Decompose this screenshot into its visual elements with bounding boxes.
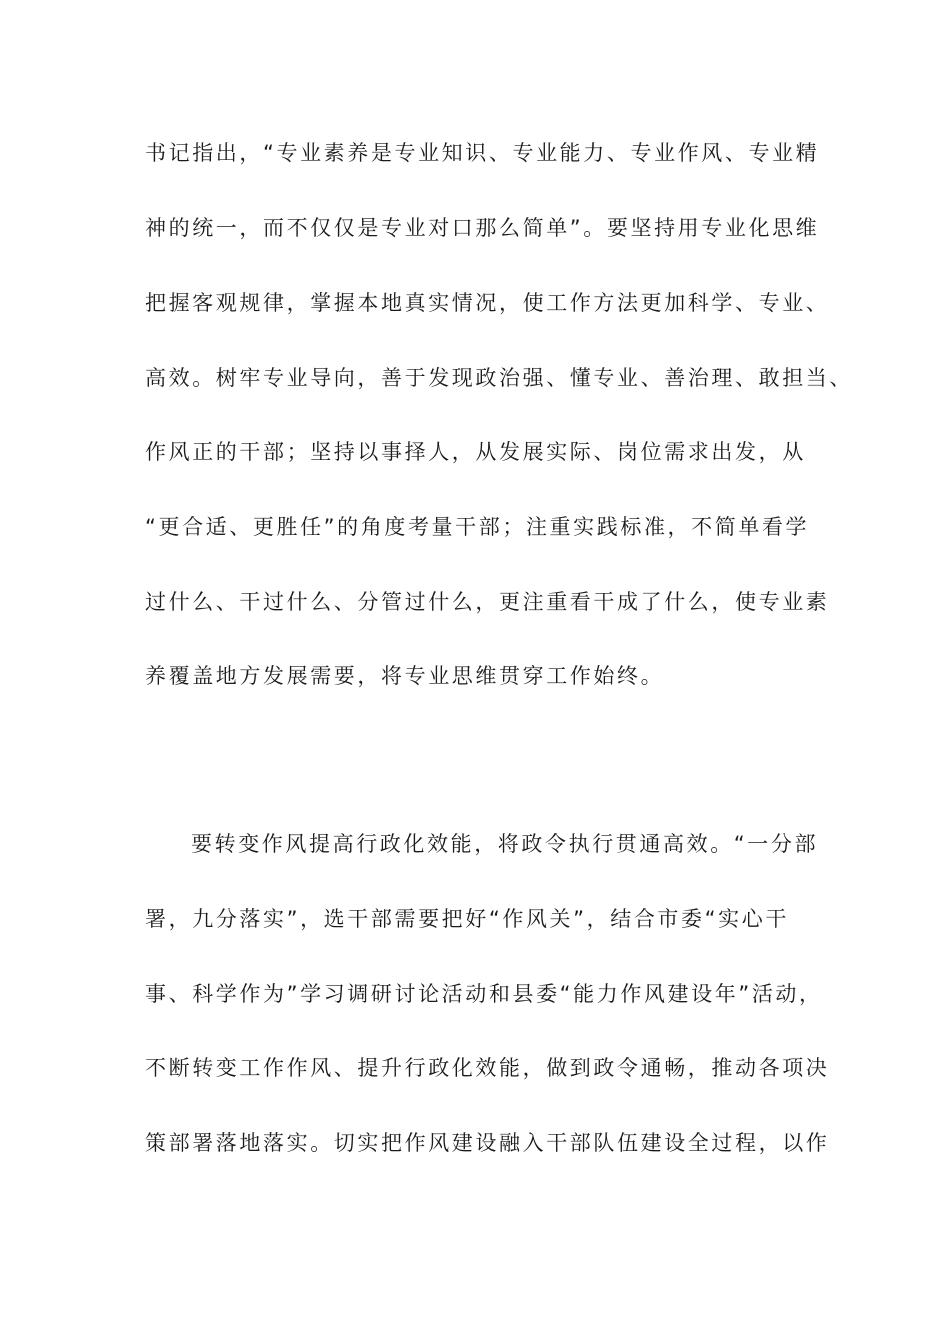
paragraph-2-line-2: 署，九分落实”，选干部需要把好“作风关”，结合市委“实心干 bbox=[145, 907, 789, 931]
paragraph-2-line-3: 事、科学作为”学习调研讨论活动和县委“能力作风建设年”活动， bbox=[145, 982, 823, 1006]
paragraph-1-line-5: 作风正的干部；坚持以事择人，从发展实际、岗位需求出发，从 bbox=[145, 440, 806, 464]
paragraph-1-line-4: 高效。树牢专业导向，善于发现政治强、懂专业、善治理、敢担当、 bbox=[145, 366, 853, 390]
paragraph-2-line-1: 要转变作风提高行政化效能，将政令执行贯通高效。“一分部 bbox=[191, 832, 819, 856]
paragraph-1-line-6: “更合适、更胜任”的角度考量干部；注重实践标准，不简单看学 bbox=[145, 515, 810, 539]
paragraph-2-line-5: 策部署落地落实。切实把作风建设融入干部队伍建设全过程，以作 bbox=[145, 1131, 830, 1155]
paragraph-1-line-8: 养覆盖地方发展需要，将专业思维贯穿工作始终。 bbox=[145, 664, 665, 688]
paragraph-1-line-3: 把握客观规律，掌握本地真实情况，使工作方法更加科学、专业、 bbox=[145, 291, 830, 315]
paragraph-1-line-7: 过什么、干过什么、分管过什么，更注重看干成了什么，使专业素 bbox=[145, 590, 830, 614]
paragraph-1-line-1: 书记指出，“专业素养是专业知识、专业能力、专业作风、专业精 bbox=[145, 141, 820, 165]
paragraph-1-line-2: 神的统一，而不仅仅是专业对口那么简单”。要坚持用专业化思维 bbox=[145, 216, 820, 240]
paragraph-2-line-4: 不断转变工作作风、提升行政化效能，做到政令通畅，推动各项决 bbox=[145, 1056, 830, 1080]
